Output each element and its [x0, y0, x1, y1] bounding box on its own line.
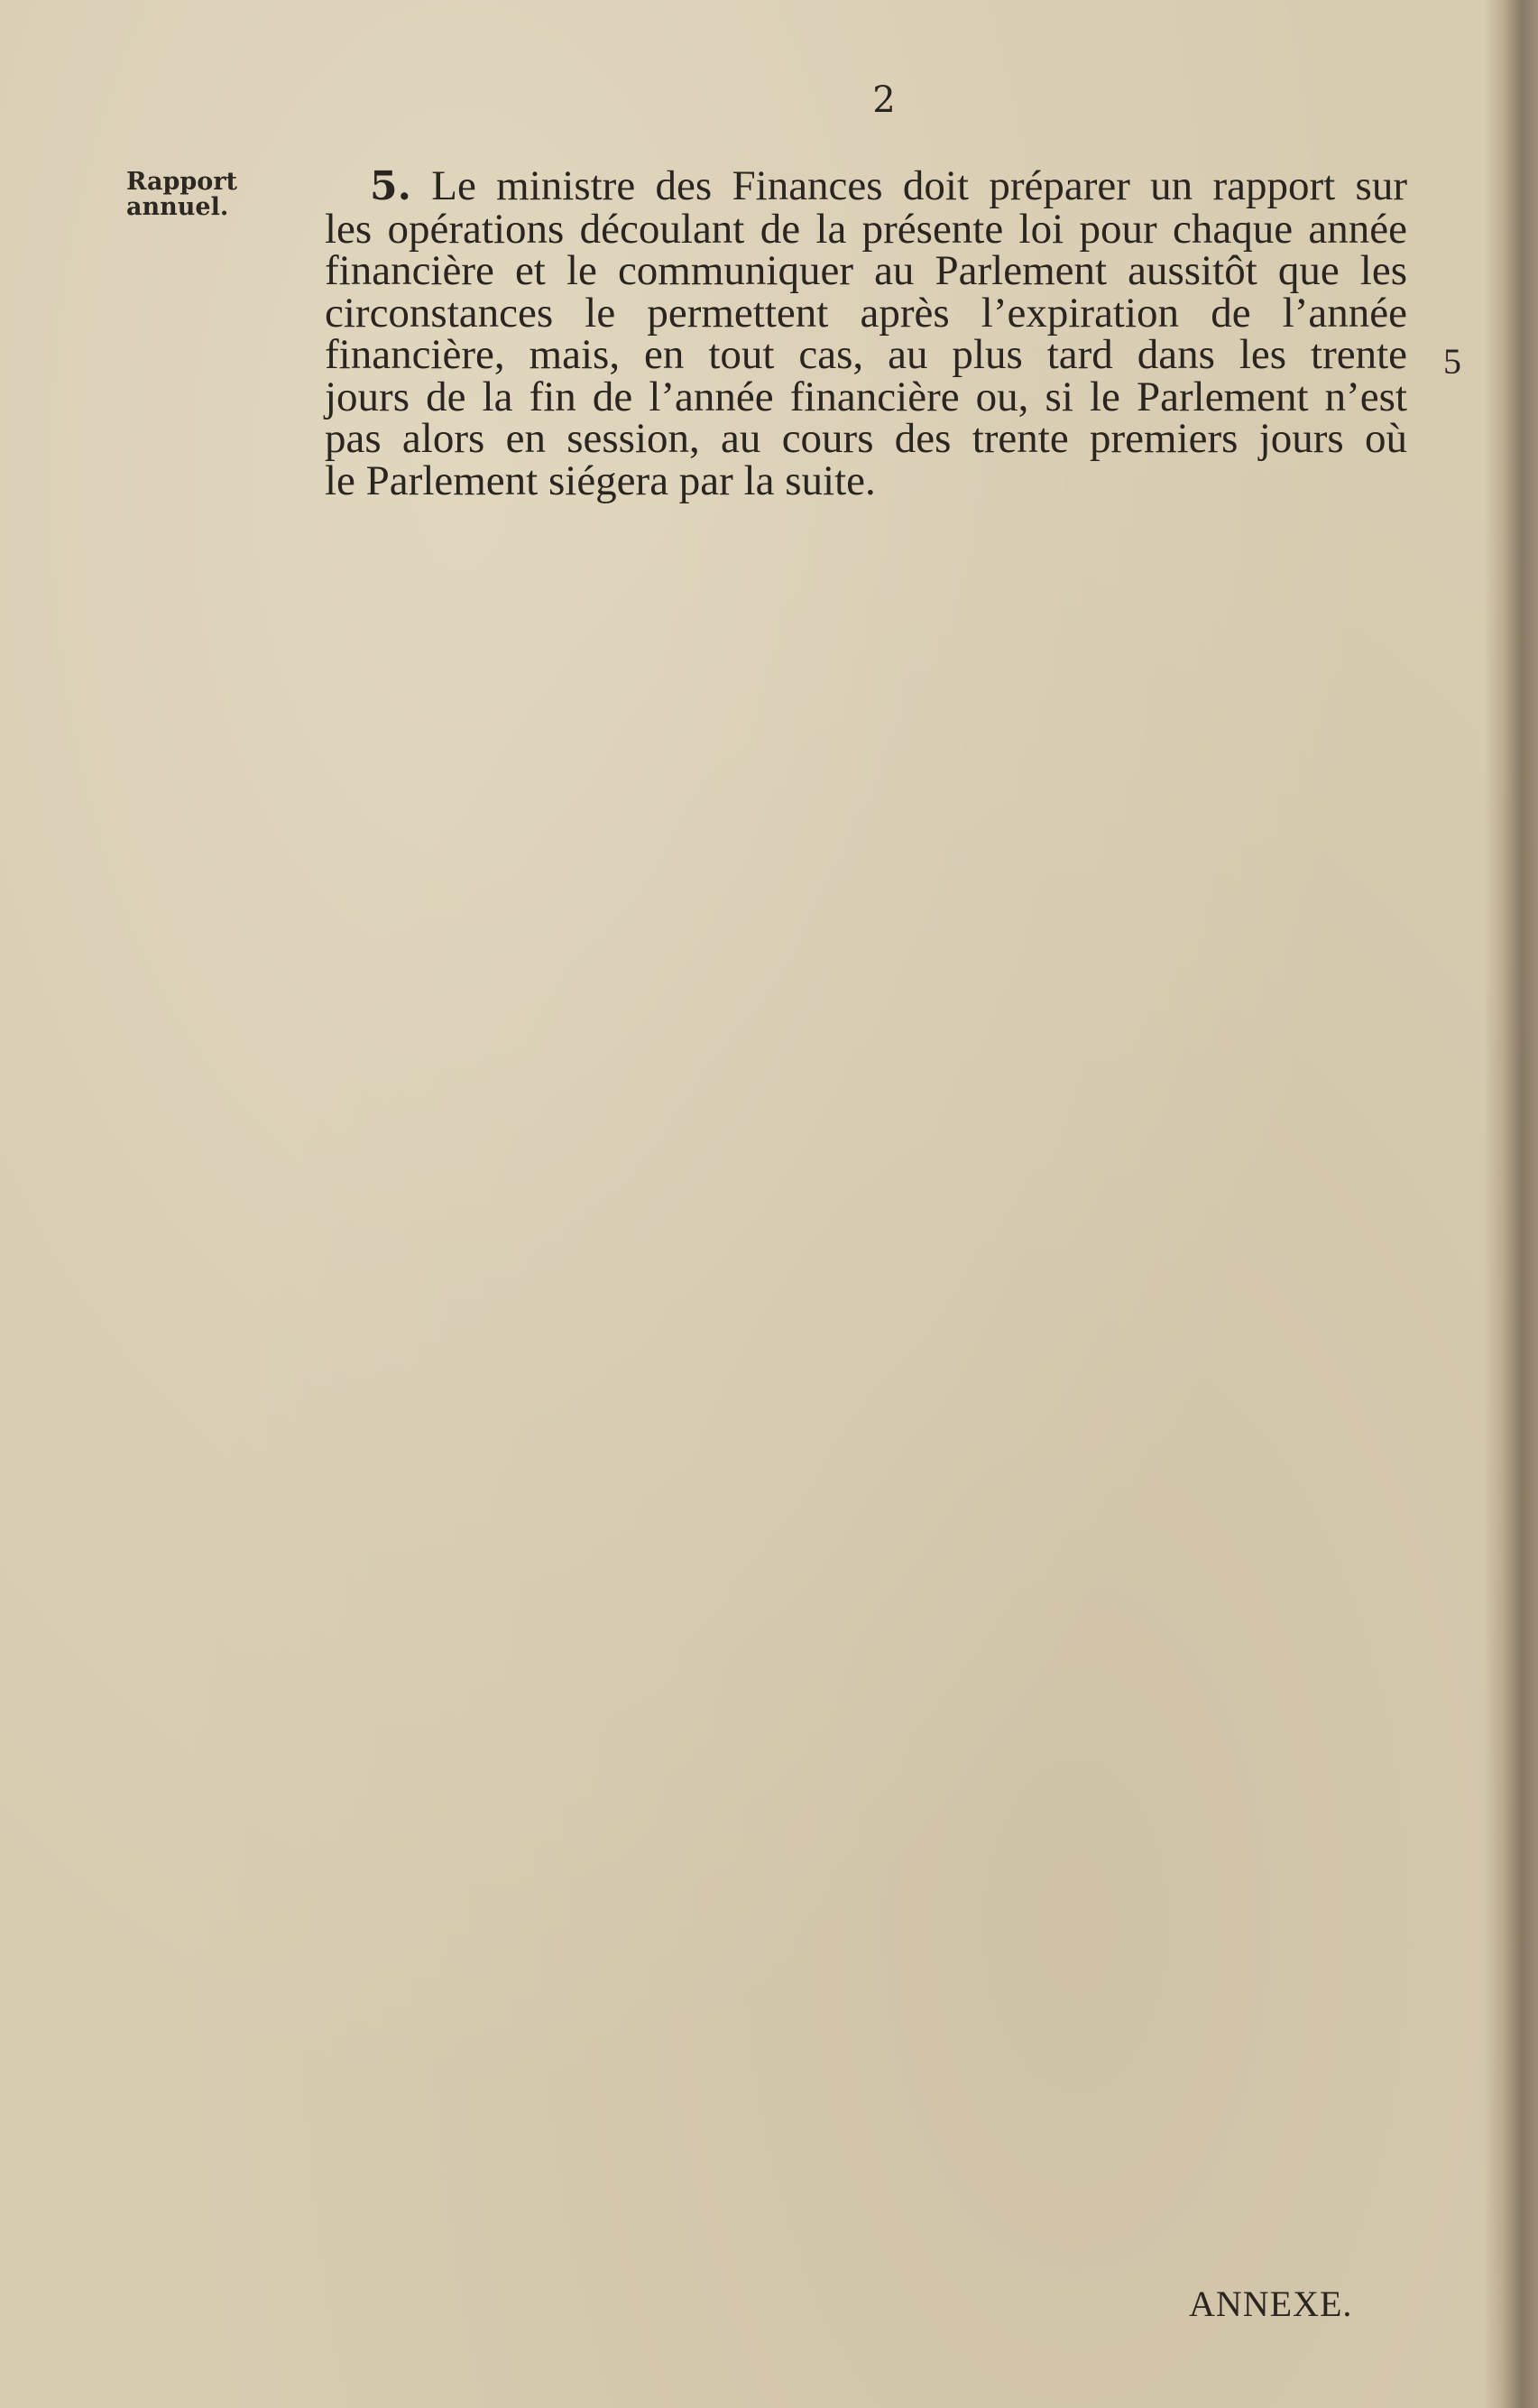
section-text-line: les opérations découlant de la présente loi pour chaque année: [325, 205, 1407, 253]
section-text-line: pas alors en session, au cours des trente premiers jours où: [325, 415, 1407, 462]
section-5-text: [325, 162, 1407, 504]
section-text-line: le Parlement siégera par la suite.: [325, 457, 876, 504]
binding-shadow: [1484, 0, 1538, 2408]
annexe-heading: ANNEXE.: [1189, 2283, 1353, 2324]
margin-note-line-2: annuel.: [126, 193, 229, 221]
page-number: 2: [872, 79, 896, 121]
margin-note-line-1: Rapport: [126, 168, 238, 196]
section-text-line: 5. Le ministre des Finances doit préparer un rapport sur: [370, 162, 1407, 209]
section-number: 5.: [370, 163, 411, 209]
line-number-marker: 5: [1443, 341, 1461, 382]
section-text-line: financière et le communiquer au Parlement aussitôt que les: [325, 247, 1407, 294]
section-text-line: financière, mais, en tout cas, au plus tard dans les trente: [325, 331, 1407, 378]
section-text-line: jours de la fin de l’année financière ou, si le Parlement n’est: [325, 373, 1407, 420]
section-text-line: circonstances le permettent après l’expiration de l’année: [325, 289, 1407, 337]
margin-note: [126, 170, 262, 220]
